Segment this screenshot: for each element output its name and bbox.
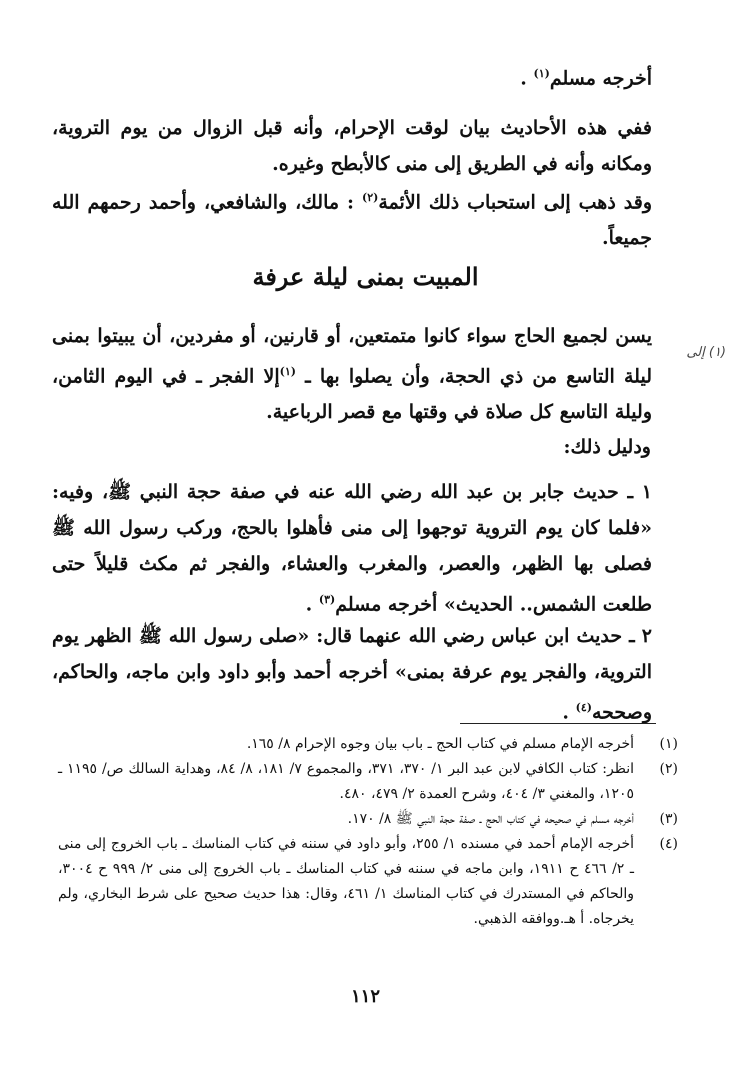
imams-text-b: : مالك، والشافعي، وأحمد رحمهم الله جميعاً.: [52, 191, 652, 250]
evidence-2-end: .: [562, 701, 576, 724]
footnote-text: انظر: كتاب الكافي لابن عبد البر ١/ ٣٧٠، ٣٧١، والمجموع ٧/ ١٨١، ٨/ ٨٤، وهداية السالك ص/ ١١٩٥ ـ ١٢٠٥، والمغني ٣/ ٤٠٤، وشرح العمدة ٢/ ٤٧٩، ٤٨٠.: [58, 761, 634, 802]
handwritten-margin-note: (١) إلى: [686, 345, 726, 360]
sunnah-text-b: إلا الفجر ـ في اليوم الثامن، وليلة التاسع كل صلاة في وقتها مع قصر الرباعية.: [52, 365, 652, 424]
paragraph-hadiths: ففي هذه الأحاديث بيان لوقت الإحرام، وأنه قبل الزوال من يوم التروية، ومكانه وأنه في الطريق إلى منى كالأبطح وغيره.: [52, 117, 652, 175]
paragraph-sunnah: [52, 318, 652, 430]
footnote-ref: (٣): [318, 593, 336, 606]
imams-text-a: وقد ذهب إلى استحباب ذلك الأئمة: [378, 191, 652, 214]
footnote-ref: (٢): [362, 191, 379, 204]
footnote-text: أخرجه الإمام أحمد في مسنده ١/ ٢٥٥، وأبو داود في سننه في كتاب المناسك ـ باب الخروج إلى منى ـ ٢/ ٤٦٦ ح ١٩١١، وابن ماجه في سننه في كتاب المناسك ـ باب الخروج إلى منى ٢/ ٩٩٩ ح ٣٠٠٤، والحاكم في المستدرك في كتاب المناسك ١/ ٤٦١، وقال: هذا حديث صحيح على شرط البخاري، ولم يخرجاه. أ هـ.ووافقه الذهبي.: [58, 836, 635, 927]
evidence-1-end: .: [305, 593, 319, 616]
footnote-ref: (١): [533, 67, 550, 80]
opening-text: أخرجه مسلم: [549, 67, 652, 90]
section-title: المبيت بمنى ليلة عرفة: [252, 262, 479, 291]
opening-end: .: [520, 67, 534, 90]
footnote-text: أخرجه مسلم في صحيحه في كتاب الحج ـ صفة حجة النبي ﷺ ٨/ ١٧٠.: [347, 811, 634, 827]
handwritten-ref: (١): [279, 365, 296, 378]
footnote-divider: [460, 723, 656, 724]
footnote-item: [58, 807, 678, 832]
evidence-1-text: ١ ـ حديث جابر بن عبد الله رضي الله عنه في صفة حجة النبي ﷺ، وفيه: «فلما كان يوم التروية توجهوا إلى منى فأهلوا بالحج، وركب رسول الله ﷺ فصلى بها الظهر، والعصر، والمغرب والعشاء، والفجر ثم مكث قليلاً حتى طلعت الشمس.. الحديث» أخرجه مسلم: [52, 481, 652, 616]
footnote-item: [58, 757, 678, 807]
footnote-number: (٢): [659, 761, 678, 777]
footnote-number: (١): [659, 736, 678, 752]
evidence-2-text: ٢ ـ حديث ابن عباس رضي الله عنهما قال: «صلى رسول الله ﷺ الظهر يوم التروية، والفجر يوم عرفة بمنى» أخرجه أحمد وأبو داود وابن ماجه، والحاكم، وصححه: [52, 625, 652, 724]
sunnah-text-a: يسن لجميع الحاج سواء كانوا متمتعين، أو قارنين، أو مفردين، أن يبيتوا بمنى ليلة التاسع من ذي الحجة، وأن يصلوا بها ـ: [52, 325, 652, 388]
footnote-number: (٣): [659, 811, 678, 827]
evidence-2: [52, 618, 652, 730]
footnote-number: (٤): [659, 836, 678, 852]
footnote-item: [58, 732, 678, 757]
paragraph-imams: [52, 180, 652, 256]
footnote-ref: (٤): [575, 701, 592, 714]
page-number: ١١٢: [350, 986, 380, 1007]
footnotes: [58, 732, 678, 932]
evidence-heading: ودليل ذلك:: [563, 436, 651, 458]
opening-line: [52, 56, 652, 96]
footnote-item: [58, 832, 678, 932]
footnote-text: أخرجه الإمام مسلم في كتاب الحج ـ باب بيان وجوه الإحرام ٨/ ١٦٥.: [246, 736, 634, 752]
evidence-1: [52, 474, 652, 622]
